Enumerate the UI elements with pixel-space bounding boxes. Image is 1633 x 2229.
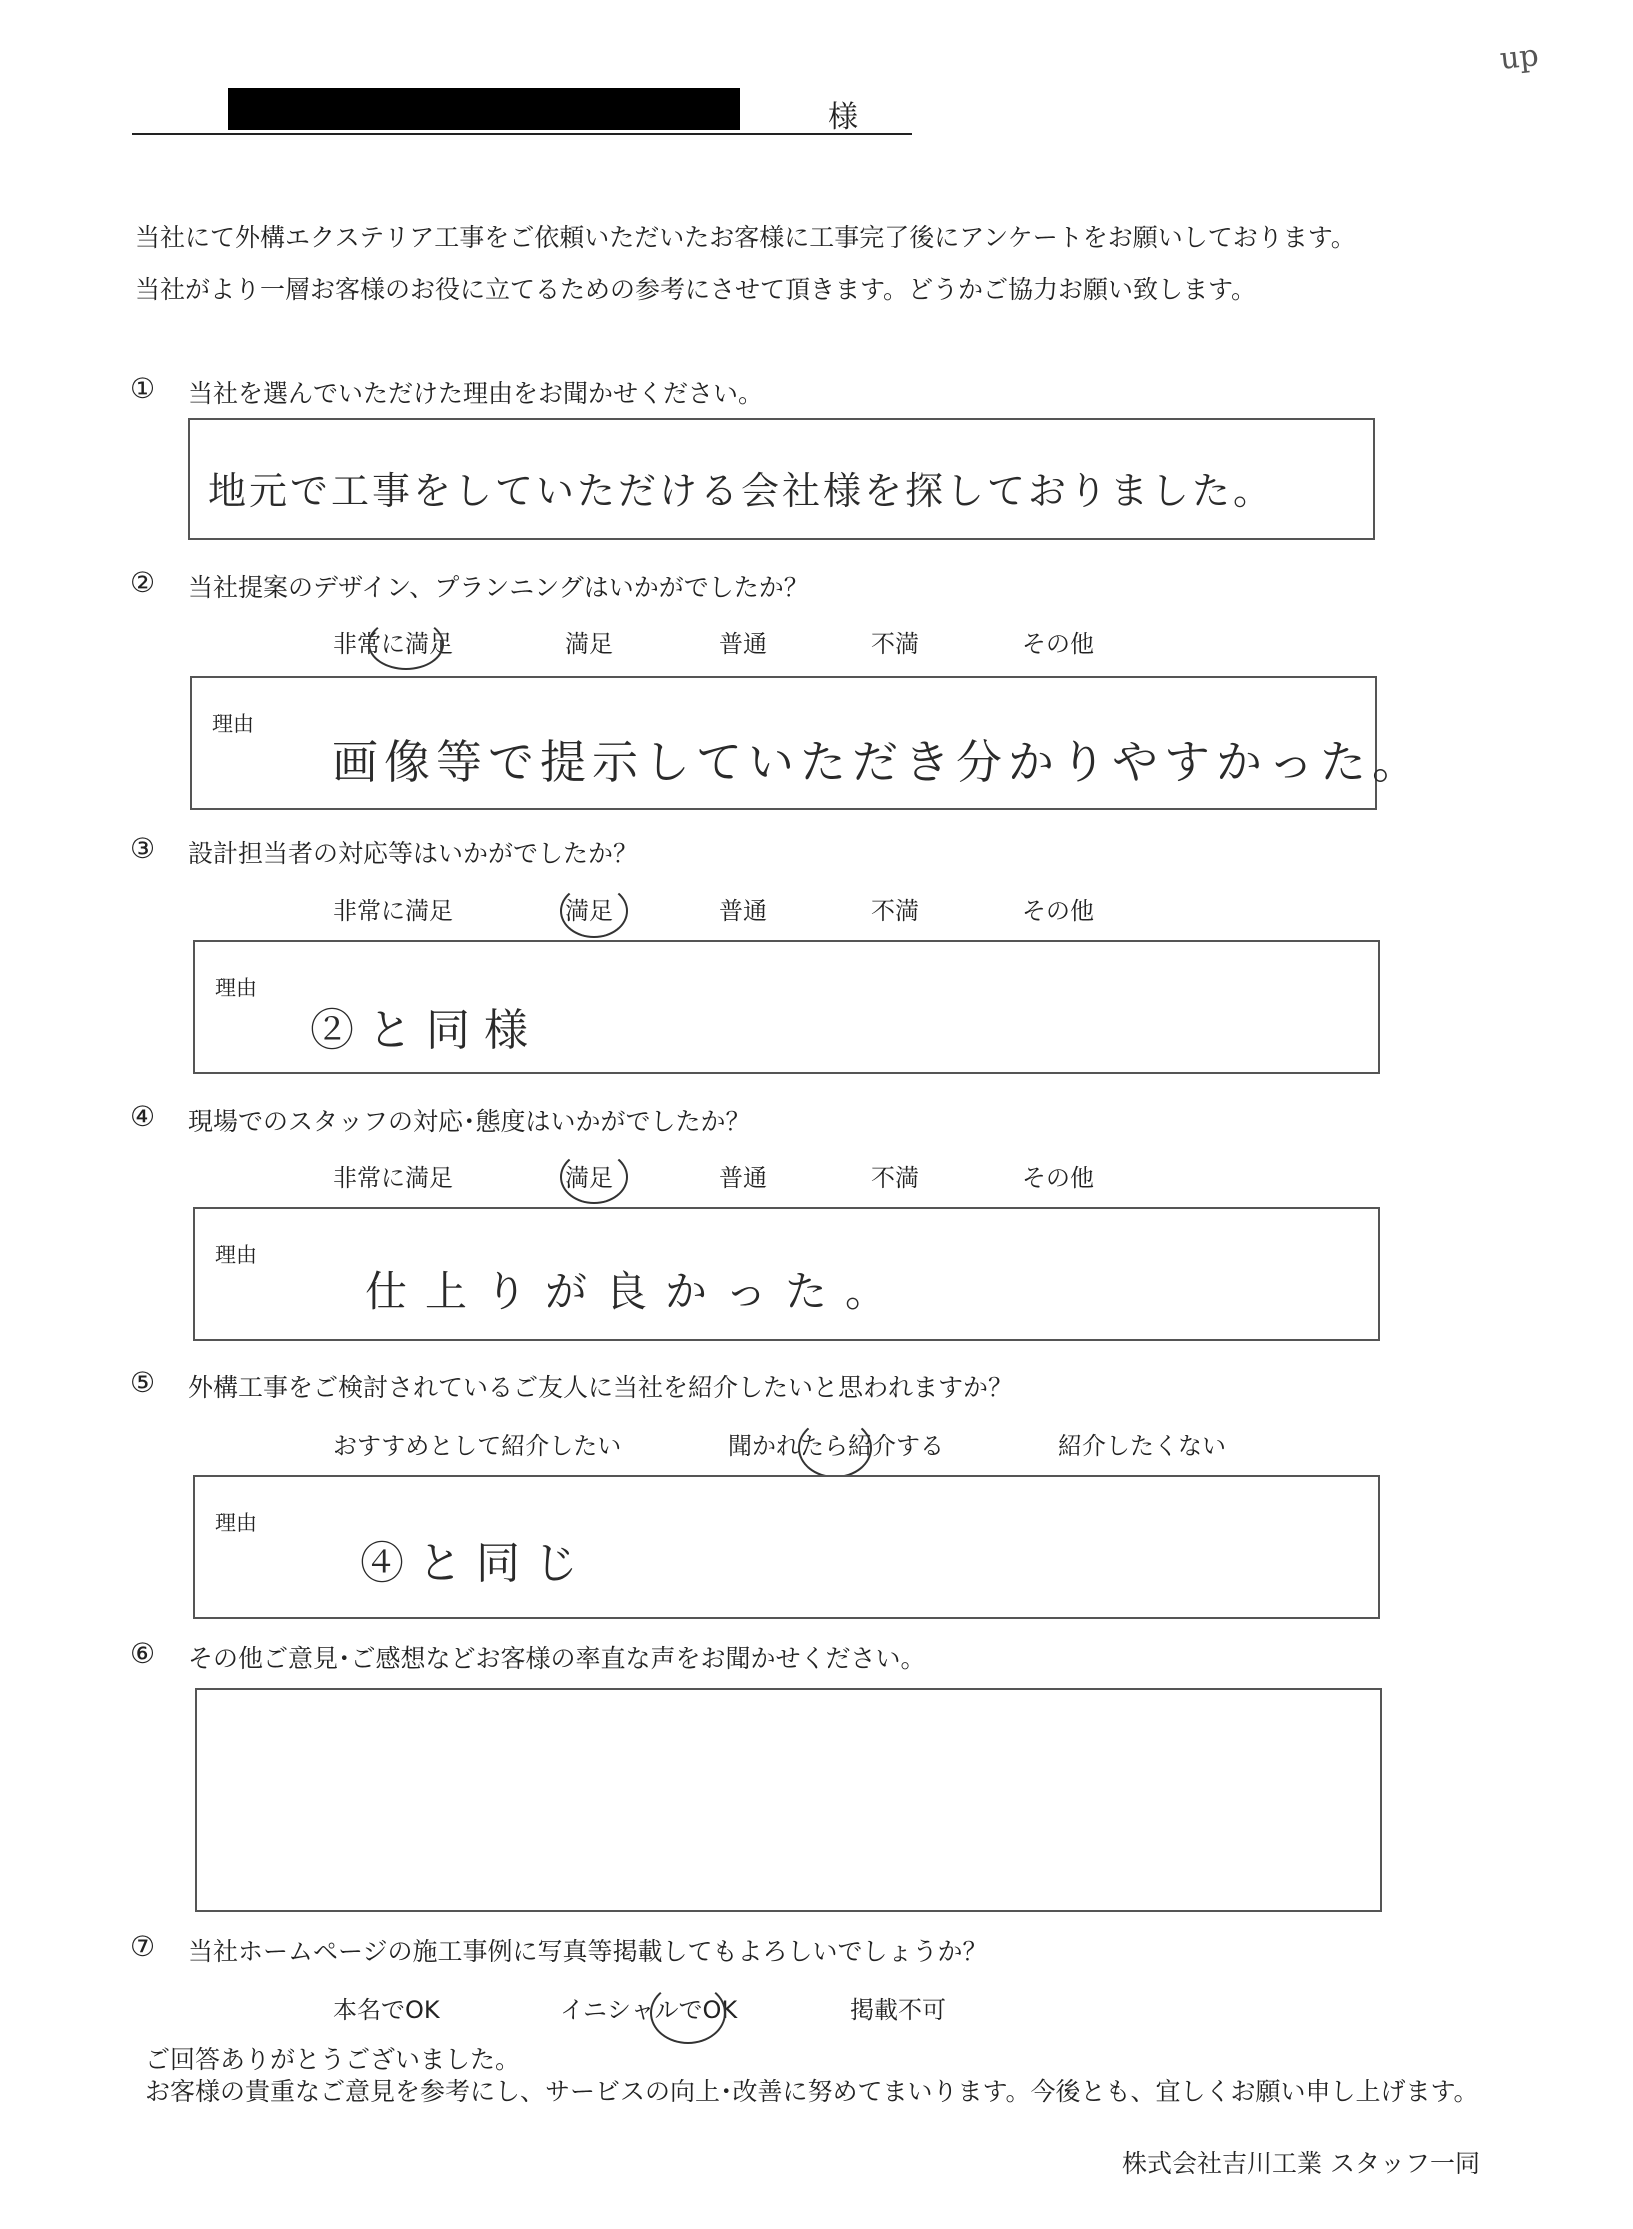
q3-reason-label: 理由 [215, 976, 257, 1000]
footer-thanks: ご回答ありがとうございました。 [145, 2045, 521, 2074]
q2-number: ② [130, 566, 156, 599]
q4-option-other[interactable]: その他 [1022, 1164, 1094, 1192]
q3-question: 設計担当者の対応等はいかがでしたか？ [188, 839, 639, 868]
q2-selection-circle [368, 618, 444, 670]
q5-reason-label: 理由 [215, 1511, 257, 1535]
q1-number: ① [130, 372, 156, 405]
q5-selection-circle [798, 1418, 872, 1478]
q5-number: ⑤ [130, 1366, 156, 1399]
q3-number: ③ [130, 832, 156, 865]
q4-handwritten-answer: 仕上りが良かった。 [365, 1267, 906, 1316]
q2-question: 当社提案のデザイン、プランニングはいかがでしたか？ [188, 573, 809, 602]
q3-option-dissatisfied[interactable]: 不満 [871, 897, 919, 925]
honorific-suffix: 様 [828, 100, 858, 135]
q5-option-recommend[interactable]: おすすめとして紹介したい [333, 1432, 622, 1460]
q2-handwritten-answer: 画像等で提示していただき分かりやすかった。 [332, 735, 1424, 789]
q1-handwritten-answer: 地元で工事をしていただける会社様を探しておりました。 [208, 469, 1275, 513]
q6-question: その他ご意見･ご感想などお客様の率直な声をお聞かせください。 [188, 1644, 926, 1673]
q3-handwritten-answer: ②と同様 [310, 1005, 542, 1056]
q4-option-normal[interactable]: 普通 [719, 1164, 767, 1192]
q7-question: 当社ホームページの施工事例に写真等掲載してもよろしいでしょうか？ [188, 1937, 988, 1966]
q6-comment-box[interactable] [195, 1688, 1382, 1912]
q2-option-normal[interactable]: 普通 [719, 630, 767, 658]
q2-option-very-satisfied[interactable]: 非常に満足 [333, 630, 453, 658]
q4-selection-circle [560, 1150, 628, 1204]
q5-reason-box [193, 1475, 1380, 1619]
name-underline [132, 133, 912, 135]
q7-option-initials[interactable]: イニシャルでOK [560, 1996, 738, 2024]
intro-line-2: 当社がより一層お客様のお役に立てるための参考にさせて頂きます。どうかご協力お願い致します。 [135, 275, 1257, 304]
q4-number: ④ [130, 1100, 156, 1133]
q3-selection-circle [560, 884, 628, 938]
q1-answer-box [188, 418, 1375, 540]
q2-option-other[interactable]: その他 [1022, 630, 1094, 658]
q3-reason-box [193, 940, 1380, 1074]
q2-reason-label: 理由 [212, 712, 254, 736]
handwritten-corner-note: up [1498, 38, 1541, 77]
q2-option-satisfied[interactable]: 満足 [565, 630, 613, 658]
q4-question: 現場でのスタッフの対応･態度はいかがでしたか？ [188, 1107, 751, 1136]
q5-handwritten-answer: ④と同じ [360, 1538, 592, 1589]
footer-message: お客様の貴重なご意見を参考にし、サービスの向上･改善に努めてまいります。今後とも、宜しくお願い申し上げます。 [145, 2077, 1479, 2106]
q5-question: 外構工事をご検討されているご友人に当社を紹介したいと思われますか？ [188, 1373, 1014, 1402]
company-signature: 株式会社吉川工業 スタッフ一同 [1122, 2149, 1480, 2178]
q3-option-satisfied[interactable]: 満足 [565, 897, 613, 925]
q3-option-very-satisfied[interactable]: 非常に満足 [333, 897, 453, 925]
q4-option-satisfied[interactable]: 満足 [565, 1164, 613, 1192]
q4-reason-box [193, 1207, 1380, 1341]
q3-option-normal[interactable]: 普通 [719, 897, 767, 925]
q5-option-not-recommend[interactable]: 紹介したくない [1058, 1432, 1226, 1460]
q2-reason-box [190, 676, 1424, 810]
q7-option-real-name[interactable]: 本名でOK [333, 1996, 440, 2024]
redacted-customer-name [228, 88, 740, 130]
q5-option-if-asked[interactable]: 聞かれたら紹介する [728, 1432, 944, 1460]
q2-option-dissatisfied[interactable]: 不満 [871, 630, 919, 658]
intro-line-1: 当社にて外構エクステリア工事をご依頼いただいたお客様に工事完了後にアンケートをお願いしております。 [135, 223, 1356, 252]
q7-option-no-publish[interactable]: 掲載不可 [850, 1996, 946, 2024]
q6-number: ⑥ [130, 1637, 156, 1670]
q3-option-other[interactable]: その他 [1022, 897, 1094, 925]
q7-selection-circle [650, 1982, 726, 2044]
q4-reason-label: 理由 [215, 1243, 257, 1267]
q7-number: ⑦ [130, 1930, 156, 1963]
q4-option-dissatisfied[interactable]: 不満 [871, 1164, 919, 1192]
q1-question: 当社を選んでいただけた理由をお聞かせください。 [188, 379, 764, 408]
q4-option-very-satisfied[interactable]: 非常に満足 [333, 1164, 453, 1192]
